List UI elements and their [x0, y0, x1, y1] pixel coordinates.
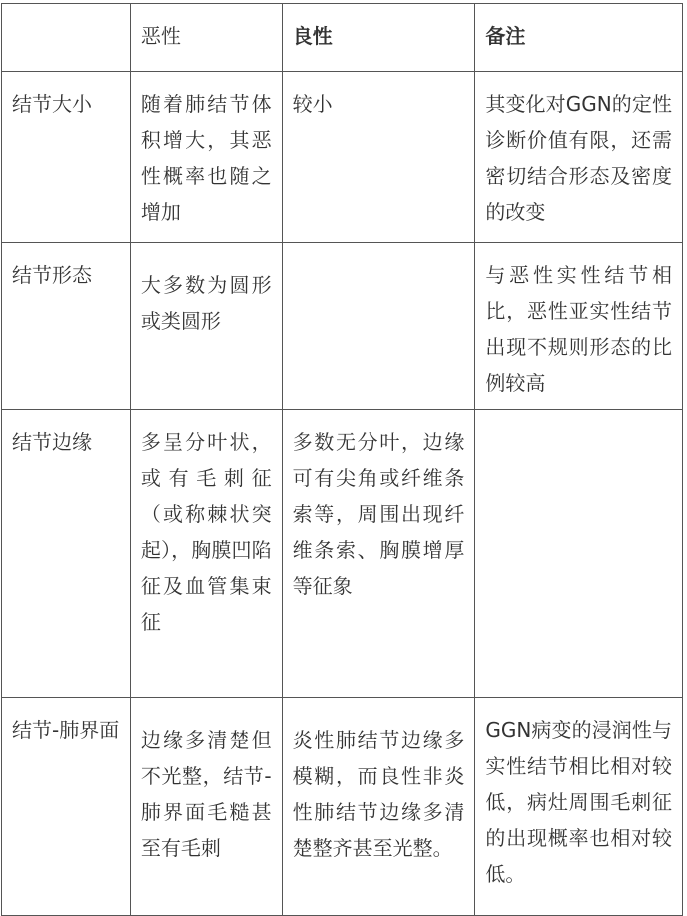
table-row	[2, 410, 683, 698]
feature-cell: 结节大小	[2, 72, 131, 243]
malignant-cell: 大多数为圆形或类圆形	[130, 243, 282, 410]
note-cell: 其变化对GGN的定性诊断价值有限，还需密切结合形态及密度的改变	[475, 72, 683, 243]
header-cell-feature	[2, 4, 131, 72]
table-row	[2, 243, 683, 410]
table-row	[2, 72, 683, 243]
benign-cell: 较小	[282, 72, 475, 243]
header-cell-benign: 良性	[282, 4, 475, 72]
feature-cell: 结节形态	[2, 243, 131, 410]
benign-cell: 炎性肺结节边缘多模糊，而良性非炎性肺结节边缘多清楚整齐甚至光整。	[282, 698, 475, 916]
note-cell	[475, 410, 683, 698]
note-cell: 与恶性实性结节相比，恶性亚实性结节出现不规则形态的比例较高	[475, 243, 683, 410]
malignant-cell: 边缘多清楚但不光整，结节-肺界面毛糙甚至有毛刺	[130, 698, 282, 916]
header-cell-malignant: 恶性	[130, 4, 282, 72]
benign-cell: 多数无分叶，边缘可有尖角或纤维条索等，周围出现纤维条索、胸膜增厚等征象	[282, 410, 475, 698]
malignant-cell: 随着肺结节体积增大，其恶性概率也随之增加	[130, 72, 282, 243]
header-cell-note: 备注	[475, 4, 683, 72]
benign-cell	[282, 243, 475, 410]
header-row	[2, 4, 683, 72]
table-row	[2, 698, 683, 916]
comparison-table	[1, 3, 683, 916]
feature-cell: 结节边缘	[2, 410, 131, 698]
feature-cell: 结节-肺界面	[2, 698, 131, 916]
malignant-cell: 多呈分叶状，或有毛刺征（或称棘状突起），胸膜凹陷征及血管集束征	[130, 410, 282, 698]
note-cell: GGN病变的浸润性与实性结节相比相对较低，病灶周围毛刺征的出现概率也相对较低。	[475, 698, 683, 916]
